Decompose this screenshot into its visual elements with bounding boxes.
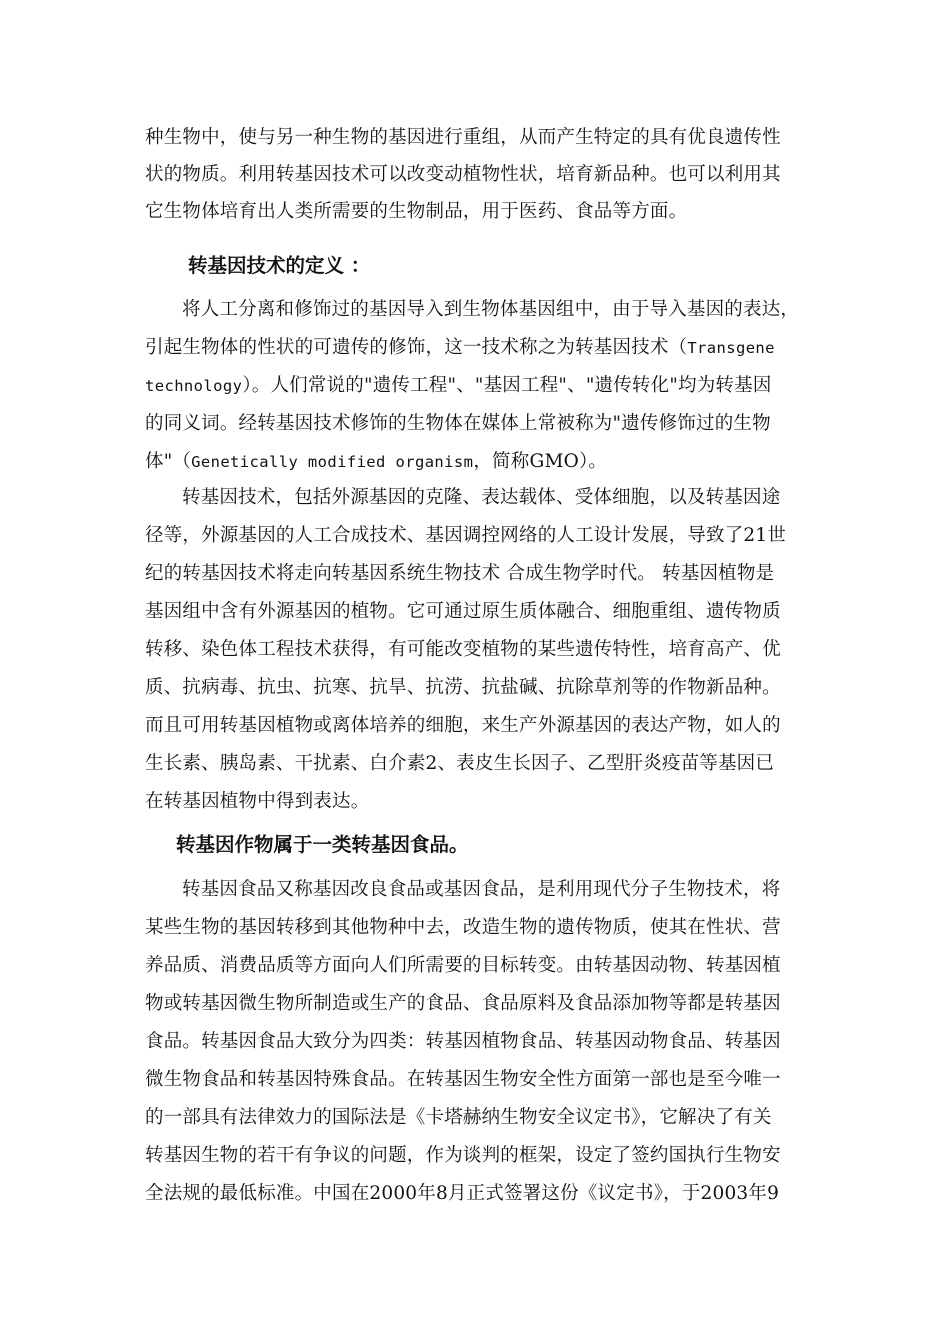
text-line: 纪的转基因技术将走向转基因系统生物技术 合成生物学时代。 转基因植物是 bbox=[145, 563, 775, 584]
text-line: 而且可用转基因植物或离体培养的细胞，来生产外源基因的表达产物，如人的 bbox=[145, 715, 781, 736]
text-line: 将人工分离和修饰过的基因导入到生物体基因组中，由于导入基因的表达， bbox=[182, 299, 800, 320]
text-line: 的一部具有法律效力的国际法是《卡塔赫纳生物安全议定书》，它解决了有关 bbox=[145, 1107, 772, 1128]
text-line: 质、抗病毒、抗虫、抗寒、抗旱、抗涝、抗盐碱、抗除草剂等的作物新品种。 bbox=[145, 677, 781, 698]
text-line: 微生物食品和转基因特殊食品。在转基因生物安全性方面第一部也是至今唯一 bbox=[145, 1069, 781, 1090]
text-line: 引起生物体的性状的可遗传的修饰，这一技术称之为转基因技术（Transgene bbox=[145, 337, 775, 358]
section-heading-crops: 转基因作物属于一类转基因食品。 bbox=[176, 833, 469, 856]
text-line: 的同义词。经转基因技术修饰的生物体在媒体上常被称为"遗传修饰过的生物 bbox=[145, 413, 771, 434]
text-line: 体"（Genetically modified organism，简称GMO）。 bbox=[145, 451, 608, 472]
text-line: 全法规的最低标准。中国在2000年8月正式签署这份《议定书》，于2003年9 bbox=[145, 1183, 780, 1204]
text-line: 食品。转基因食品大致分为四类：转基因植物食品、转基因动物食品、转基因 bbox=[145, 1031, 781, 1052]
text-line: 状的物质。利用转基因技术可以改变动植物性状，培育新品种。也可以利用其 bbox=[145, 164, 781, 185]
text-line: 养品质、消费品质等方面向人们所需要的目标转变。由转基因动物、转基因植 bbox=[145, 955, 781, 976]
text-line: 基因组中含有外源基因的植物。它可通过原生质体融合、细胞重组、遗传物质 bbox=[145, 601, 781, 622]
text-line: 转基因生物的若干有争议的问题，作为谈判的框架，设定了签约国执行生物安 bbox=[145, 1145, 781, 1166]
text-line: 在转基因植物中得到表达。 bbox=[145, 791, 370, 812]
text-line: 转基因食品又称基因改良食品或基因食品，是利用现代分子生物技术，将 bbox=[182, 879, 781, 900]
text-line: 径等，外源基因的人工合成技术、基因调控网络的人工设计发展，导致了21世 bbox=[145, 525, 787, 546]
text-line: 它生物体培育出人类所需要的生物制品，用于医药、食品等方面。 bbox=[145, 201, 688, 222]
section-heading-definition: 转基因技术的定义 ： bbox=[188, 254, 371, 277]
text-line: 物或转基因微生物所制造或生产的食品、食品原料及食品添加物等都是转基因 bbox=[145, 993, 781, 1014]
text-line: 种生物中，使与另一种生物的基因进行重组，从而产生特定的具有优良遗传性 bbox=[145, 127, 781, 148]
text-line: 转基因技术，包括外源基因的克隆、表达载体、受体细胞，以及转基因途 bbox=[182, 487, 781, 508]
text-line: technology）。人们常说的"遗传工程"、"基因工程"、"遗传转化"均为转基因 bbox=[145, 375, 772, 396]
text-line: 某些生物的基因转移到其他物种中去，改造生物的遗传物质，使其在性状、营 bbox=[145, 917, 781, 938]
text-line: 转移、染色体工程技术获得，有可能改变植物的某些遗传特性，培育高产、优 bbox=[145, 639, 781, 660]
text-line: 生长素、胰岛素、干扰素、白介素2、表皮生长因子、乙型肝炎疫苗等基因已 bbox=[145, 753, 775, 774]
